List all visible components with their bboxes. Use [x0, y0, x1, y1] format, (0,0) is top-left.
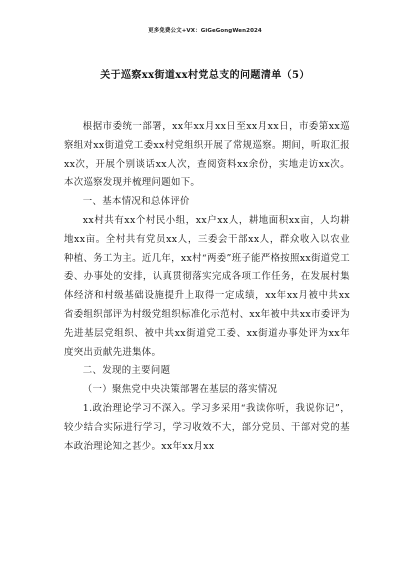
problem-paragraph-1: 1.政治理论学习不深入。学习多采用“我读你听，我说你记”，较少结合实际进行学习，学习收效不大，部分党员、干部对党的基本政治理论知之甚少。xx年xx月xx: [64, 402, 350, 452]
document-title: 关于巡察xx街道xx村党总支的问题清单（5）: [100, 70, 310, 81]
intro-paragraph: 根据市委统一部署，xx年xx月xx日至xx月xx日，市委第xx巡察组对xx街道党工委xx村党组织开展了常规巡察。期间，听取汇报xx次，开展个别谈话xx人次，查阅资料xx余份，实地走访xx次。本次巡察发现并梳理问题如下。: [64, 121, 350, 189]
document-body: [64, 118, 350, 456]
section-heading-basic-situation: 一、基本情况和总体评价: [82, 196, 190, 208]
section-heading-main-problems: 二、发现的主要问题: [82, 365, 171, 377]
basic-situation-paragraph: xx村共有xx个村民小组，xx户xx人，耕地面积xx亩，人均耕地xx亩。全村共有党员xx人，三委会干部xx人，群众收入以农业种植、务工为主。近几年，xx村“两委”班子能严格按照xx街道党工委、办事处的安排，认真贯彻落实完成各项工作任务，在发展村集体经济和村级基础设施提升上取得一定成绩，xx年xx月被中共xx省委组织部评为村级党组织标准化示范村、xx年被中共xx市委评为先进基层党组织、被中共xx街道党工委、xx街道办事处评为xx年度突出贡献先进集体。: [64, 214, 350, 358]
header-note: 更多免费公文+VX：GiGeGongWen2024: [148, 28, 262, 34]
subsection-heading-1: （一）聚焦党中央决策部署在基层的落实情况: [82, 384, 278, 396]
